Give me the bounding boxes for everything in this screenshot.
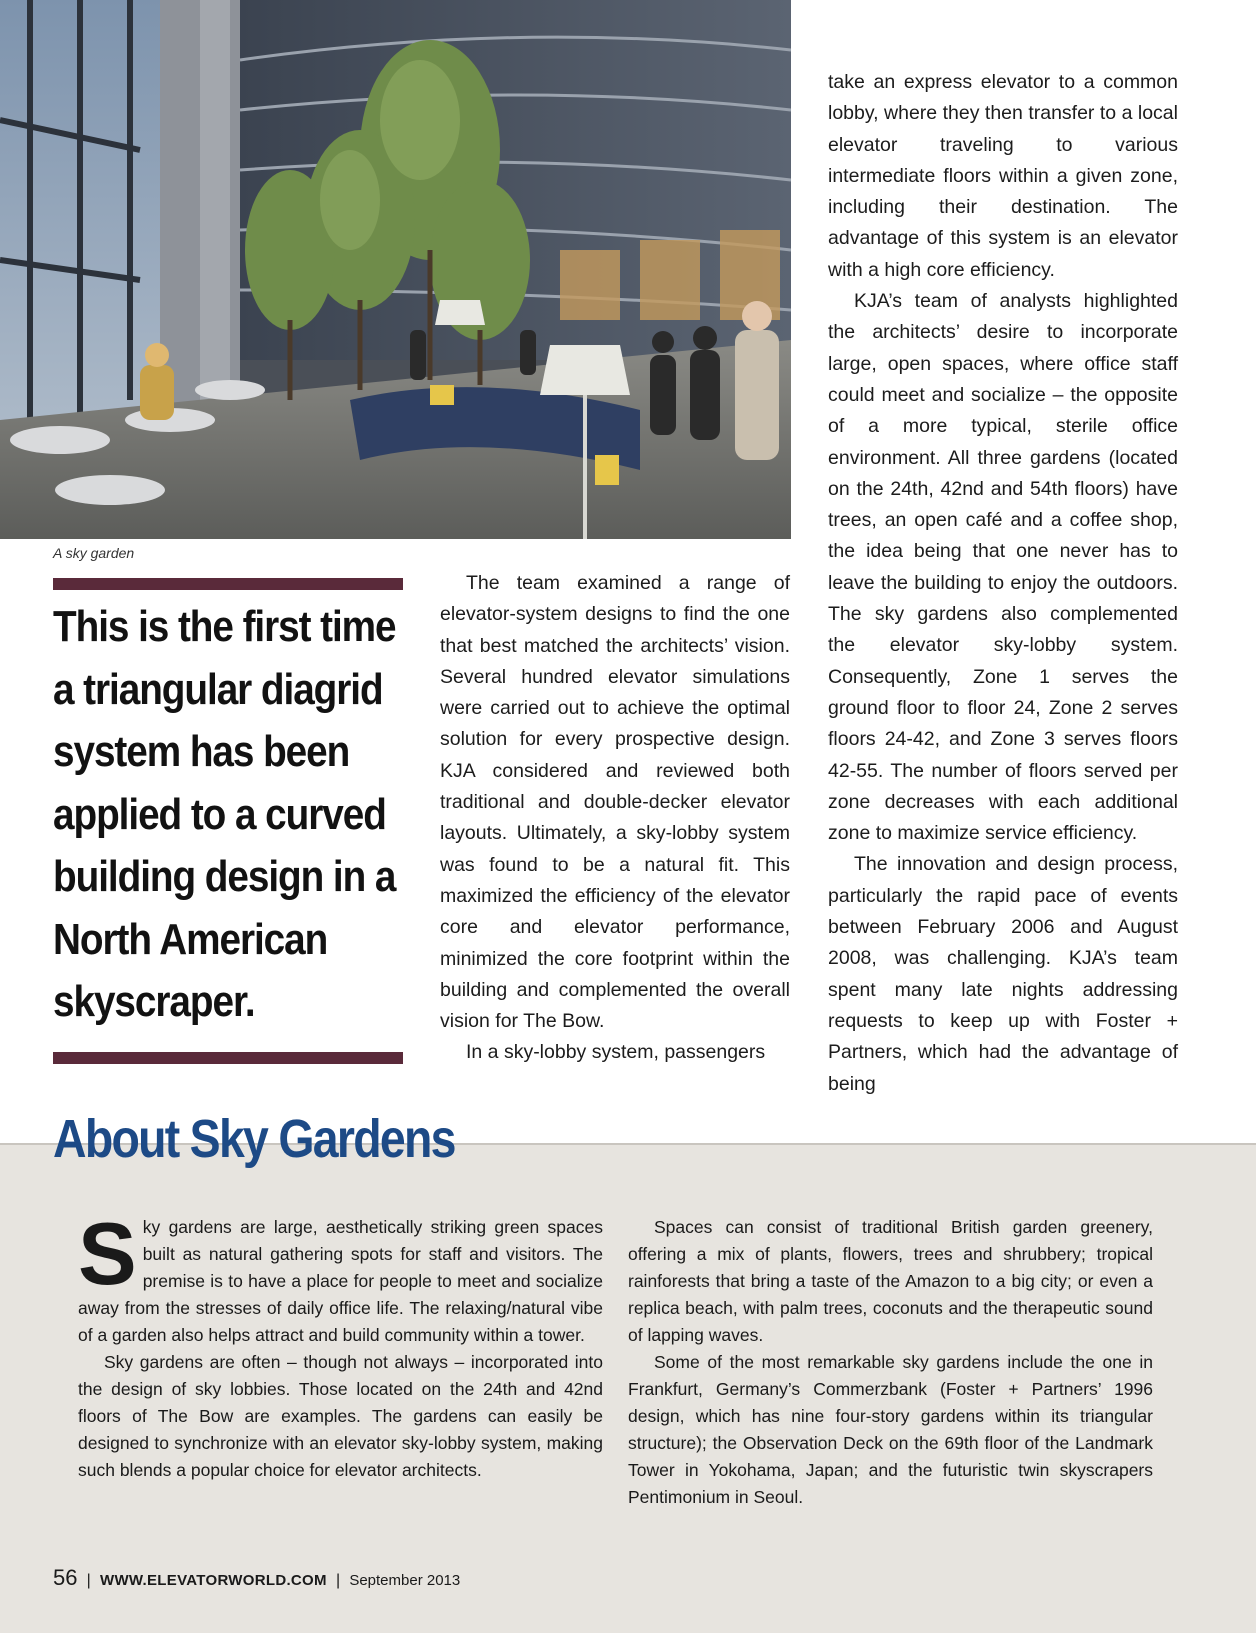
article-middle-column <box>440 568 790 1069</box>
sidebar-paragraph <box>78 1204 603 1349</box>
footer-separator: | <box>336 1572 341 1589</box>
sidebar-title: About Sky Gardens <box>53 1109 455 1169</box>
article-paragraph: KJA’s team of analysts highlighted the architects’ desire to incorporate large, open spaces, where office staff could meet and socialize – the opposite of a more typical, sterile office environment. All three gardens (located on the 24th, 42nd and 54th floors) have trees, an open café and a coffee shop, the idea being that one never has to leave the building to enjoy the outdoors. The sky gardens also complemented the elevator sky-lobby system. Consequently, Zone 1 serves the ground floor to floor 24, Zone 2 serves floors 24-42, and Zone 3 serves floors 42-55. The number of floors served per zone decreases with each additional zone to maximize service efficiency. <box>828 290 1178 845</box>
sidebar-left-column <box>78 1204 603 1484</box>
footer-date: September 2013 <box>349 1572 461 1589</box>
sidebar-paragraph: Some of the most remarkable sky gardens include the one in Frankfurt, Germany’s Commerzbank (Foster + Partners’ 1996 design, which has nine four-story gardens within its triangular structure); the Observation Deck on the 69th floor of the Landmark Tower in Yokohama, Japan; and the futuristic twin skyscrapers Pentimonium in Seoul. <box>628 1352 1153 1507</box>
drop-cap: S <box>78 1204 137 1303</box>
article-right-column <box>828 67 1178 1100</box>
sidebar-paragraph: Sky gardens are often – though not always – incorporated into the design of sky lobbies. Those located on the 24th and 42nd floors of The Bow are examples. The gardens can easily be designed to synchronize with an elevator sky-lobby system, making such blends a popular choice for elevator architects. <box>78 1352 603 1480</box>
article-paragraph: The innovation and design process, particularly the rapid pace of events between February 2006 and August 2008, was challenging. KJA’s team spent many late nights addressing requests to keep up with Foster + Partners, which had the advantage of being <box>828 853 1178 1095</box>
footer-separator: | <box>86 1572 91 1589</box>
sidebar-paragraph: Spaces can consist of traditional British garden greenery, offering a mix of plants, flowers, trees and shrubbery; tropical rainforests that bring a taste of the Amazon to a big city; or even a replica beach, with palm trees, coconuts and the therapeutic sound of lapping waves. <box>628 1217 1153 1345</box>
sky-garden-illustration <box>0 0 791 539</box>
sky-garden-photo <box>0 0 791 539</box>
page-number: 56 <box>53 1565 78 1590</box>
photo-caption: A sky garden <box>53 545 135 561</box>
article-paragraph: The team examined a range of elevator-system designs to find the one that best matched the architects’ vision. Several hundred elevator simulations were carried out to achieve the optimal solution for every prospective design. KJA considered and reviewed both traditional and double-decker elevator layouts. Ultimately, a sky-lobby system was found to be a natural fit. This maximized the efficiency of the elevator core and elevator performance, minimized the core footprint within the building and complemented the overall vision for The Bow. <box>440 572 790 1033</box>
article-paragraph: take an express elevator to a common lobby, where they then transfer to a local elevator traveling to various intermediate floors within a given zone, including their destination. The advantage of this system is an elevator with a high core efficiency. <box>828 71 1178 281</box>
footer-website: WWW.ELEVATORWORLD.COM <box>99 1572 327 1589</box>
page-footer <box>53 1565 460 1591</box>
pullquote-bottom-rule <box>53 1052 403 1064</box>
sidebar-right-column <box>628 1214 1153 1511</box>
pull-quote: This is the first time a triangular diagrid system has been applied to a curved building design in a North American skyscraper. <box>53 602 396 1026</box>
pullquote-top-rule <box>53 578 403 590</box>
sidebar-paragraph-text: ky gardens are large, aesthetically striking green spaces built as natural gathering spots for staff and visitors. The premise is to have a place for people to meet and socialize away from the stresses of daily office life. The relaxing/natural vibe of a garden also helps attract and build community within a tower. <box>78 1217 603 1345</box>
article-paragraph: In a sky-lobby system, passengers <box>466 1041 766 1064</box>
